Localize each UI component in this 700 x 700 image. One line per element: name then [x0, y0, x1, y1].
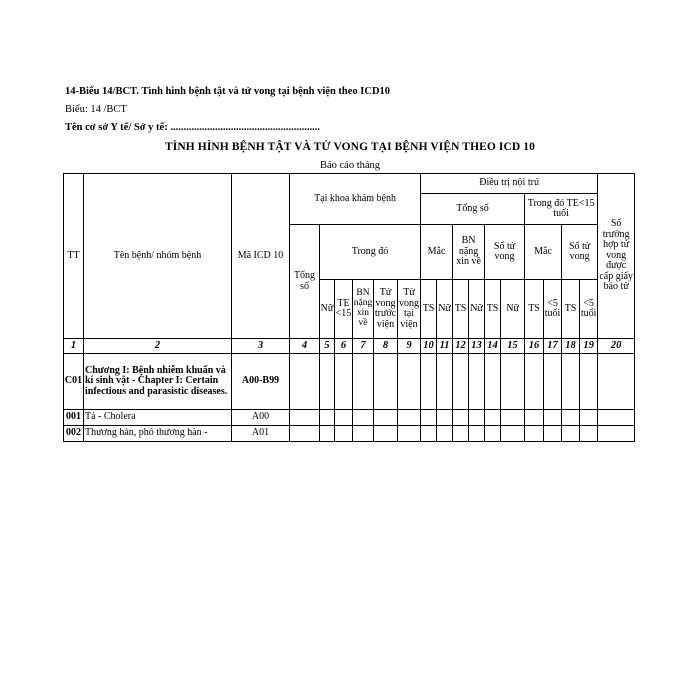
col-number: 10	[421, 339, 437, 354]
row-name: Tả - Cholera	[84, 410, 232, 426]
total-deaths-header: Số trường hợp tử vong được cấp giấy báo tử	[598, 174, 635, 339]
row-name: Chương I: Bệnh nhiễm khuẩn và kí sinh vật - Chapter I: Certain infectious and parasistic diseases.	[84, 354, 232, 410]
data-cell	[320, 410, 335, 426]
form-code: Biểu: 14 /BCT	[65, 104, 127, 115]
data-cell	[469, 426, 485, 442]
col-number: 19	[580, 339, 598, 354]
in-cases-header: Mắc	[421, 225, 453, 280]
data-cell	[290, 410, 320, 426]
col-number: 13	[469, 339, 485, 354]
data-cell	[469, 410, 485, 426]
in-severe-ts: TS	[453, 280, 469, 339]
data-cell	[544, 426, 562, 442]
icd-table	[63, 173, 635, 442]
data-cell	[421, 354, 437, 410]
data-cell	[353, 354, 374, 410]
in-deaths-ts: TS	[485, 280, 501, 339]
col-number: 7	[353, 339, 374, 354]
data-cell	[501, 354, 525, 410]
row-name: Thương hàn, phó thương hàn -	[84, 426, 232, 442]
in-deaths-female: Nữ	[501, 280, 525, 339]
row-tt: 001	[64, 410, 84, 426]
data-cell	[437, 354, 453, 410]
data-cell	[544, 354, 562, 410]
data-cell	[485, 410, 501, 426]
data-cell	[335, 426, 353, 442]
data-cell	[398, 426, 421, 442]
row-icd: A01	[232, 426, 290, 442]
data-cell	[525, 354, 544, 410]
data-cell	[374, 426, 398, 442]
col-number: 6	[335, 339, 353, 354]
ch-deaths-ts: TS	[562, 280, 580, 339]
outpatient-header: Tại khoa khám bệnh	[290, 174, 421, 225]
col-number: 17	[544, 339, 562, 354]
col-number: 9	[398, 339, 421, 354]
data-cell	[421, 410, 437, 426]
data-cell	[598, 354, 635, 410]
row-tt: 002	[64, 426, 84, 442]
table-row	[64, 354, 635, 410]
data-cell	[374, 354, 398, 410]
row-tt: C01	[64, 354, 84, 410]
data-cell	[580, 410, 598, 426]
data-cell	[544, 410, 562, 426]
header-row-1	[64, 174, 635, 194]
data-cell	[525, 410, 544, 426]
data-cell	[562, 426, 580, 442]
col-number: 16	[525, 339, 544, 354]
data-cell	[580, 426, 598, 442]
out-child-header: TE <15	[335, 280, 353, 339]
inpatient-header: Điều trị nội trú	[421, 174, 598, 194]
data-cell	[353, 426, 374, 442]
data-cell	[453, 410, 469, 426]
col-number: 18	[562, 339, 580, 354]
data-cell	[335, 410, 353, 426]
col-number: 1	[64, 339, 84, 354]
col-icd-header: Mã ICD 10	[232, 174, 290, 339]
col-number: 5	[320, 339, 335, 354]
data-cell	[398, 410, 421, 426]
table-row	[64, 410, 635, 426]
data-cell	[421, 426, 437, 442]
data-cell	[453, 426, 469, 442]
data-cell	[374, 410, 398, 426]
out-severe-header: BN nặng xin về	[353, 280, 374, 339]
data-cell	[320, 426, 335, 442]
data-cell	[485, 354, 501, 410]
data-cell	[501, 426, 525, 442]
column-number-row	[64, 339, 635, 354]
row-icd: A00-B99	[232, 354, 290, 410]
out-female-header: Nữ	[320, 280, 335, 339]
row-icd: A00	[232, 410, 290, 426]
report-subtitle: Báo cáo tháng	[319, 160, 381, 171]
col-number: 2	[84, 339, 232, 354]
data-cell	[290, 354, 320, 410]
col-number: 3	[232, 339, 290, 354]
data-cell	[469, 354, 485, 410]
col-number: 15	[501, 339, 525, 354]
table-row	[64, 426, 635, 442]
data-cell	[437, 426, 453, 442]
data-cell	[453, 354, 469, 410]
in-cases-female: Nữ	[437, 280, 453, 339]
data-cell	[398, 354, 421, 410]
form-heading: 14-Biểu 14/BCT. Tình hình bệnh tật và tử vong tại bệnh viện theo ICD10	[65, 86, 391, 97]
data-cell	[320, 354, 335, 410]
in-total-header: Tổng số	[421, 194, 525, 225]
ch-cases-ts: TS	[525, 280, 544, 339]
col-number: 14	[485, 339, 501, 354]
col-number: 12	[453, 339, 469, 354]
out-death-before-header: Tử vong trước viện	[374, 280, 398, 339]
data-cell	[335, 354, 353, 410]
col-tt-header: TT	[64, 174, 84, 339]
data-cell	[598, 426, 635, 442]
data-cell	[525, 426, 544, 442]
ch-deaths-header: Số tử vong	[562, 225, 598, 280]
col-number: 20	[598, 339, 635, 354]
data-cell	[501, 410, 525, 426]
data-cell	[437, 410, 453, 426]
data-cell	[562, 354, 580, 410]
ch-cases-header: Mắc	[525, 225, 562, 280]
in-deaths-header: Số tử vong	[485, 225, 525, 280]
col-name-header: Tên bệnh/ nhóm bệnh	[84, 174, 232, 339]
in-severe-header: BN nặng xin về	[453, 225, 485, 280]
data-cell	[598, 410, 635, 426]
data-cell	[353, 410, 374, 426]
col-number: 8	[374, 339, 398, 354]
ch-deaths-under5: <5 tuổi	[580, 280, 598, 339]
out-among-header: Trong đó	[320, 225, 421, 280]
data-cell	[562, 410, 580, 426]
data-cell	[290, 426, 320, 442]
out-total-header: Tổng số	[290, 225, 320, 339]
in-severe-female: Nữ	[469, 280, 485, 339]
col-number: 4	[290, 339, 320, 354]
col-number: 11	[437, 339, 453, 354]
ch-cases-under5: <5 tuổi	[544, 280, 562, 339]
data-cell	[485, 426, 501, 442]
in-children-header: Trong đó TE<15 tuổi	[525, 194, 598, 225]
in-cases-ts: TS	[421, 280, 437, 339]
out-death-at-header: Tử vong tại viện	[398, 280, 421, 339]
data-cell	[580, 354, 598, 410]
report-title: TÌNH HÌNH BỆNH TẬT VÀ TỬ VONG TẠI BỆNH VIỆN THEO ICD 10	[165, 141, 535, 153]
facility-line: Tên cơ sở Y tế/ Sở y tế: .........................................................	[65, 122, 320, 133]
